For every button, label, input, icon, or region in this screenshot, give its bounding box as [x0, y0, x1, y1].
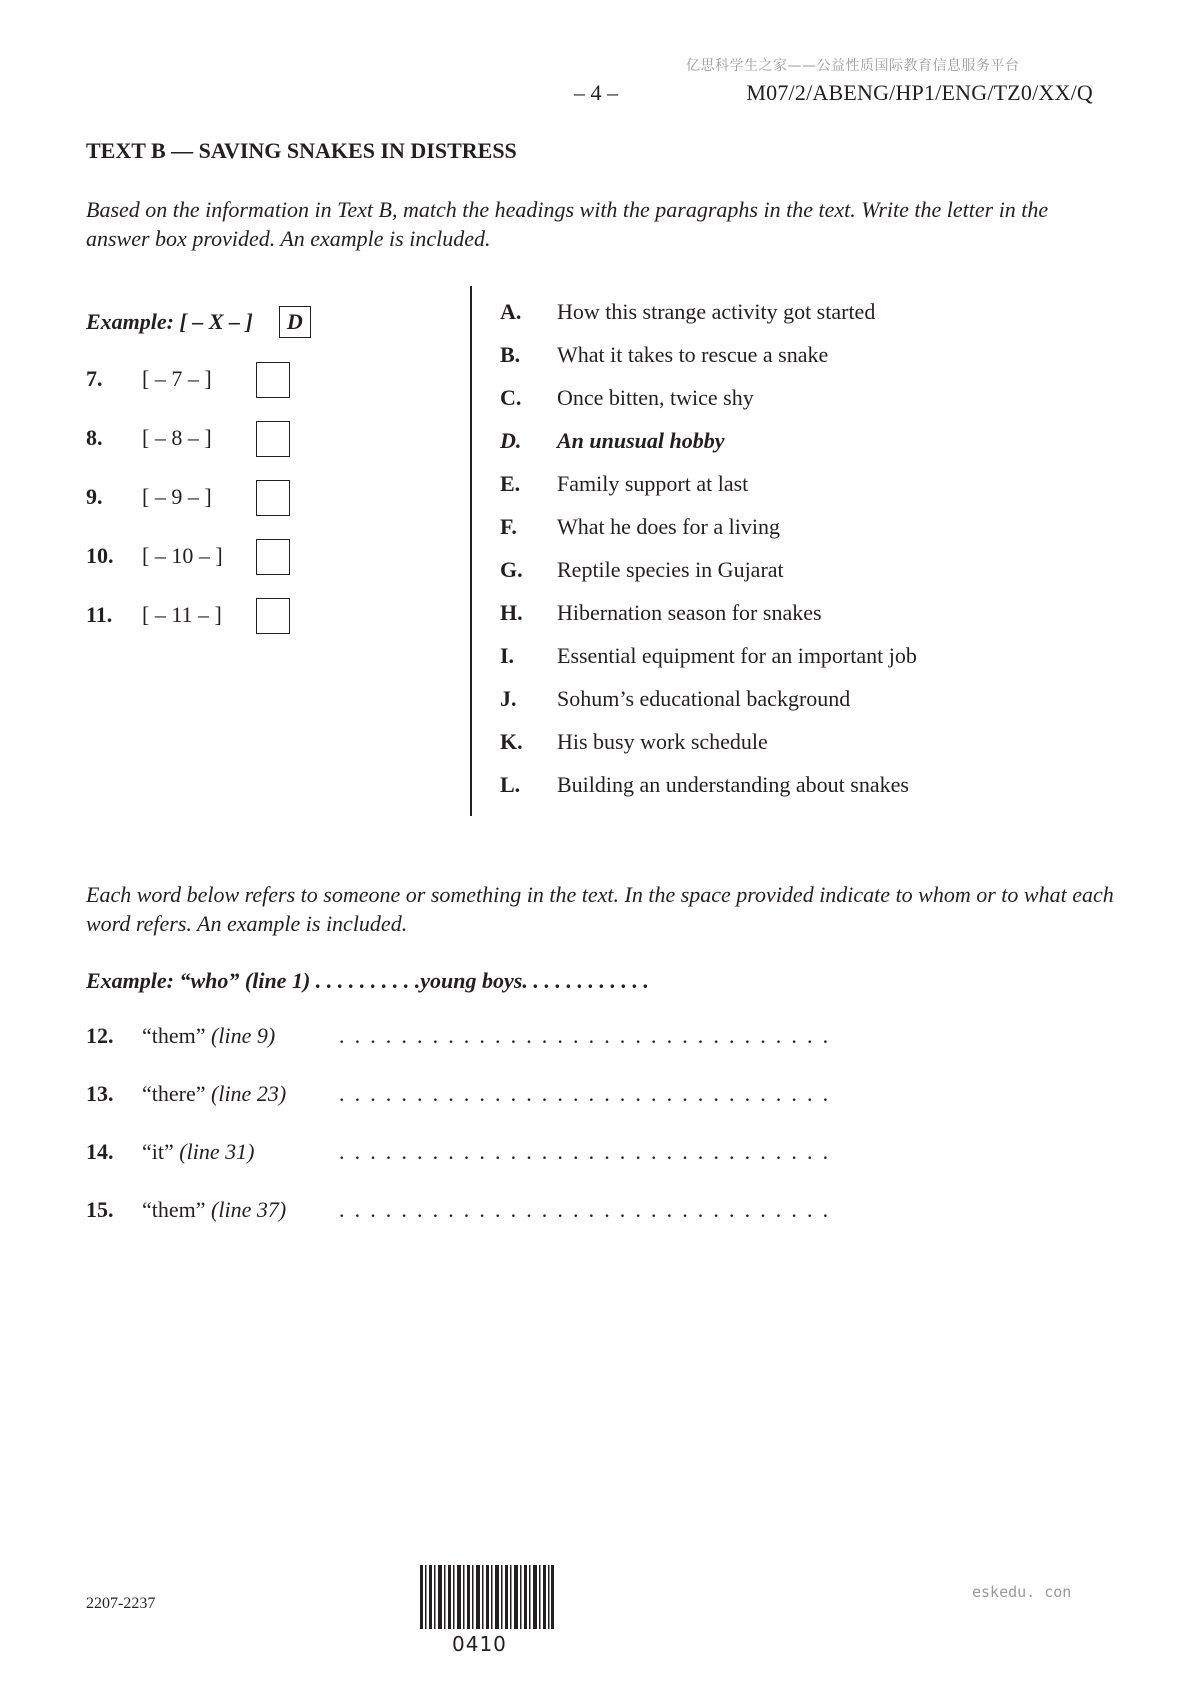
option-letter: D. [500, 428, 522, 453]
heading-option [500, 471, 1060, 501]
heading-option [500, 385, 1060, 415]
matching-instruction: Based on the information in Text B, match the headings with the paragraphs in the text. Write the letter in the answer box provided. An example is included. [86, 197, 1049, 251]
answer-line[interactable]: . . . . . . . . . . . . . . . . . . . . . . . . . . . . . . . . [339, 1197, 831, 1222]
example-label: Example: [ – X – ] [86, 309, 253, 334]
watermark-header: 亿思科学生之家——公益性质国际教育信息服务平台 [686, 58, 1020, 74]
answer-box[interactable] [256, 421, 290, 457]
paragraph-ref: [ – 9 – ] [142, 484, 212, 509]
reference-question [86, 1139, 831, 1169]
answer-box[interactable] [256, 480, 290, 516]
quoted-word: “them” [142, 1197, 206, 1222]
section-title: TEXT B — SAVING SNAKES IN DISTRESS [86, 138, 517, 163]
question-number: 9. [86, 484, 103, 509]
option-letter: G. [500, 557, 523, 582]
option-letter: F. [500, 514, 517, 539]
question-row [86, 539, 386, 575]
option-text: Family support at last [557, 471, 749, 496]
question-number: 14. [86, 1139, 114, 1164]
question-number: 12. [86, 1023, 114, 1048]
example-answer-box: D [279, 306, 311, 338]
option-letter: K. [500, 729, 523, 754]
quoted-word: “there” [142, 1081, 206, 1106]
option-text: Hibernation season for snakes [557, 600, 822, 625]
paragraph-ref: [ – 8 – ] [142, 425, 212, 450]
question-number: 11. [86, 602, 113, 627]
line-ref: (line 9) [211, 1023, 276, 1048]
question-number: 10. [86, 543, 114, 568]
heading-option [500, 514, 1060, 544]
line-ref: (line 23) [211, 1081, 287, 1106]
heading-option-example [500, 428, 1060, 458]
paragraph-ref: [ – 10 – ] [142, 543, 223, 568]
question-number: 15. [86, 1197, 114, 1222]
option-letter: C. [500, 385, 522, 410]
question-row [86, 598, 386, 634]
question-number: 7. [86, 366, 103, 391]
option-text: Reptile species in Gujarat [557, 557, 784, 582]
question-row [86, 421, 386, 457]
option-letter: E. [500, 471, 521, 496]
option-text: Essential equipment for an important job [557, 643, 917, 668]
option-text: Sohum’s educational background [557, 686, 851, 711]
line-ref: (line 31) [179, 1139, 255, 1164]
paragraph-ref: [ – 11 – ] [142, 602, 222, 627]
reference-example: Example: “who” (line 1) . . . . . . . . . .young boys. . . . . . . . . . . . [86, 968, 649, 993]
heading-option [500, 643, 1060, 673]
question-row [86, 362, 386, 398]
answer-box[interactable] [256, 362, 290, 398]
answer-line[interactable]: . . . . . . . . . . . . . . . . . . . . . . . . . . . . . . . . [339, 1139, 831, 1164]
answer-box[interactable] [256, 598, 290, 634]
option-text: Building an understanding about snakes [557, 772, 909, 797]
option-text: How this strange activity got started [557, 299, 876, 324]
watermark-footer: eskedu. con [972, 1583, 1072, 1601]
heading-option [500, 342, 1060, 372]
reference-question [86, 1197, 831, 1227]
heading-option [500, 557, 1060, 587]
reference-instruction: Each word below refers to someone or something in the text. In the space provided indicate to whom or to what each word refers. An example is included. [86, 882, 1114, 936]
quoted-word: “them” [142, 1023, 206, 1048]
reference-question [86, 1023, 831, 1053]
reference-question [86, 1081, 831, 1111]
option-letter: A. [500, 299, 522, 324]
option-text: An unusual hobby [557, 428, 725, 453]
option-letter: H. [500, 600, 523, 625]
line-ref: (line 37) [211, 1197, 287, 1222]
barcode [420, 1565, 554, 1629]
option-letter: I. [500, 643, 515, 668]
option-text: Once bitten, twice shy [557, 385, 754, 410]
heading-option [500, 729, 1060, 759]
option-letter: J. [500, 686, 517, 711]
barcode-number: 0410 [452, 1632, 507, 1656]
option-text: What it takes to rescue a snake [557, 342, 829, 367]
matching-example [86, 306, 311, 338]
column-divider [470, 286, 472, 816]
answer-line[interactable]: . . . . . . . . . . . . . . . . . . . . . . . . . . . . . . . . [339, 1023, 831, 1048]
heading-option [500, 686, 1060, 716]
answer-line[interactable]: . . . . . . . . . . . . . . . . . . . . . . . . . . . . . . . . [339, 1081, 831, 1106]
question-row [86, 480, 386, 516]
option-letter: B. [500, 342, 521, 367]
paper-code: M07/2/ABENG/HP1/ENG/TZ0/XX/Q [746, 80, 1093, 105]
heading-option [500, 299, 1060, 329]
heading-option [500, 772, 1060, 802]
quoted-word: “it” [142, 1139, 174, 1164]
option-text: What he does for a living [557, 514, 780, 539]
heading-option [500, 600, 1060, 630]
option-letter: L. [500, 772, 521, 797]
option-text: His busy work schedule [557, 729, 768, 754]
answer-box[interactable] [256, 539, 290, 575]
document-code: 2207-2237 [86, 1595, 156, 1612]
paragraph-ref: [ – 7 – ] [142, 366, 212, 391]
question-number: 13. [86, 1081, 114, 1106]
page-number: – 4 – [574, 80, 618, 105]
question-number: 8. [86, 425, 103, 450]
